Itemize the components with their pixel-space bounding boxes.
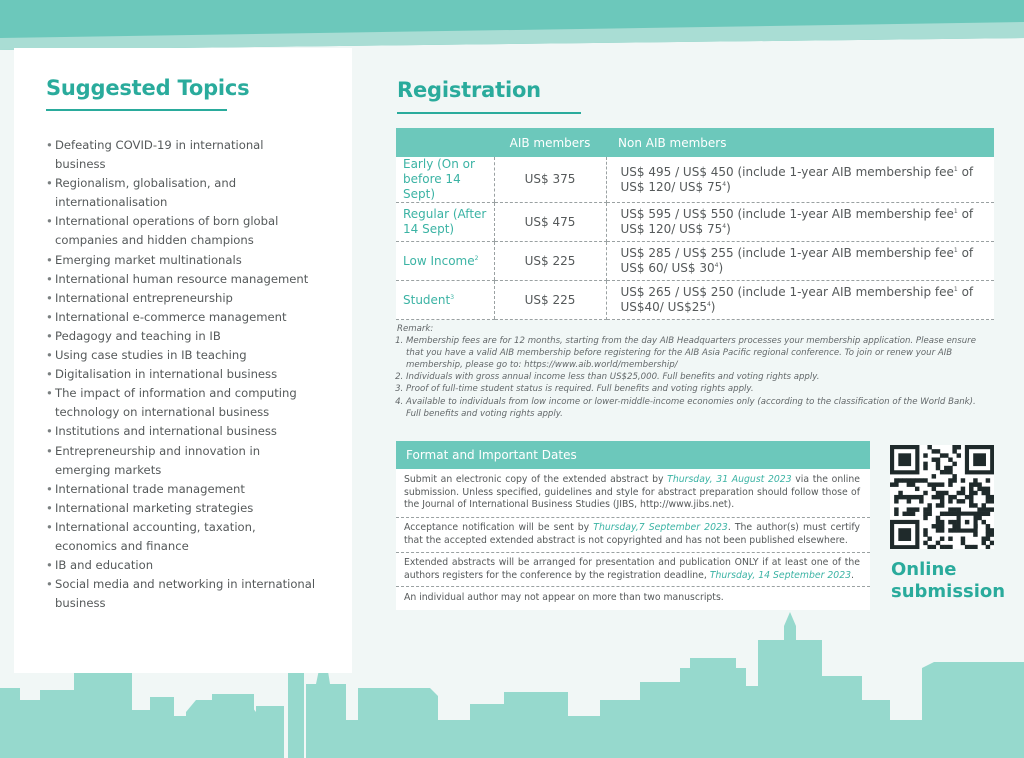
footnote-mark: 1 [953,247,958,254]
date-item-submission [404,474,860,512]
footnote-mark: 4 [722,180,727,188]
footnote-mark: 4 [706,301,711,308]
non-aib-member-fee [606,157,994,203]
topic-item: • Using case studies in IB teaching [46,346,316,365]
topic-item: • International marketing strategies [46,499,316,518]
fee-category [396,203,494,242]
topics-title: Suggested Topics [46,76,250,100]
topic-item: • International human resource management [46,270,316,289]
fee-text: ) [726,222,731,236]
aib-member-fee: US$ 475 [494,203,606,242]
aib-member-fee: US$ 375 [494,157,606,203]
qr-code-graphic [890,445,994,549]
online-label-line2: submission [891,581,1006,602]
remark-list [397,335,993,420]
date-item-registration-deadline [404,557,860,582]
topic-item: • Institutions and international business [46,422,316,441]
format-dates-title: Format and Important Dates [396,441,870,469]
remark-item: 2. Individuals with gross annual income less than US$25,000. Full benefits and voting rights apply. [406,371,993,383]
qr-code-icon[interactable] [890,445,994,549]
footnote-mark: 1 [953,286,958,293]
divider [396,517,870,518]
fee-text: ) [710,300,716,314]
fee-text: ) [726,179,731,194]
footnote-mark: 3 [450,293,455,301]
date-text: . [851,569,854,581]
divider [396,586,870,587]
remark-item: 1. Membership fees are for 12 months, starting from the day AIB Headquarters processes your membership application. Please ensure that you have a valid AIB membership before registering for the AIB Asia Pacific regional conference. To join or renew your AIB membership, please go to: https://www.aib.world/membership/ [406,335,993,371]
date-text: . The author(s) must certify that the accepted extended abstract is not copyrighted and has not been published elsewhere. [404,522,860,546]
fee-text: of US$ 120/ US$ 75 [620,207,974,236]
fee-category [396,281,494,320]
topic-item: • IB and education [46,556,316,575]
format-dates-box [396,441,870,610]
fee-text: of US$ 120/ US$ 75 [620,164,974,194]
topic-item: • Pedagogy and teaching in IB [46,327,316,346]
remarks [397,323,993,420]
topic-item: • Entrepreneurship and innovation in emerging markets [46,442,316,480]
remark-item: 3. Proof of full-time student status is required. Full benefits and voting rights apply. [406,383,993,395]
header-cell-category [396,128,494,157]
topic-item: • International operations of born global companies and hidden champions [46,212,316,250]
topic-item: • Digitalisation in international business [46,365,316,384]
footnote-mark: 1 [953,165,958,173]
online-label-line1: Online [891,559,957,580]
topic-item: • International trade management [46,480,316,499]
fee-text: US$ 495 / US$ 450 (include 1-year AIB membership fee [620,164,954,179]
aib-member-fee: US$ 225 [494,242,606,281]
date-item-acceptance [404,522,860,547]
category-label: Student [403,292,451,307]
registration-title: Registration [397,78,541,102]
table-row [396,203,994,242]
topic-item: • The impact of information and computing technology on international business [46,384,316,422]
registration-title-underline [397,112,581,114]
fee-category [396,242,494,281]
topics-list [46,136,316,613]
category-label: Low Income [403,253,475,268]
date-text: via the online submission. Unless specified, guidelines and style for abstract preparation should follow those of the Journal of International Business Studies (JIBS, http://www.jibs.net). [404,474,860,511]
fee-text: US$ 595 / US$ 550 (include 1-year AIB membership fee [620,207,954,221]
footnote-mark: 4 [714,262,719,269]
fee-text: of US$40/ US$25 [620,285,974,314]
fee-text: of US$ 60/ US$ 30 [620,246,974,275]
date-text: Submit an electronic copy of the extended abstract by [404,474,668,485]
topic-item: • Emerging market multinationals [46,251,316,270]
category-label: Early (On or before 14 Sept) [403,157,475,201]
topic-item: • International e-commerce management [46,308,316,327]
header-cell-non-aib-members: Non AIB members [606,128,994,157]
aib-member-fee: US$ 225 [494,281,606,320]
date-text: Extended abstracts will be arranged for presentation and publication ONLY if at least one of the authors registers for the conference by the registration deadline, [404,557,860,581]
topic-item: • International accounting, taxation, economics and finance [46,518,316,556]
online-submission-label[interactable] [891,559,1021,603]
remark-item: 4. Available to individuals from low income or lower-middle-income economies only (according to the classification of the World Bank). Full benefits and voting rights apply. [406,396,993,420]
acceptance-date: Thursday,7 September 2023 [593,522,728,533]
fee-text: US$ 285 / US$ 255 (include 1-year AIB membership fee [620,246,954,260]
topic-item: • Regionalism, globalisation, and internationalisation [46,174,316,212]
fee-text: ) [718,261,724,275]
topic-item: • Defeating COVID-19 in international business [46,136,316,174]
footnote-mark: 4 [722,223,727,230]
table-row [396,157,994,203]
submission-deadline: Thursday, 31 August 2023 [667,474,792,485]
date-item-manuscript-limit: An individual author may not appear on more than two manuscripts. [404,592,724,603]
registration-deadline: Thursday, 14 September 2023 [709,569,852,581]
category-label: Regular (After 14 Sept) [403,207,487,236]
remark-title: Remark: [397,324,434,334]
registration-table-body [396,157,994,320]
footnote-mark: 2 [474,254,479,262]
divider [396,552,870,553]
header-cell-aib-members: AIB members [494,128,606,157]
table-row [396,281,994,320]
date-text: Acceptance notification will be sent by [404,522,594,533]
non-aib-member-fee [606,242,994,281]
table-header-row [396,128,994,157]
fee-text: US$ 265 / US$ 250 (include 1-year AIB membership fee [620,285,954,299]
fee-category [396,157,494,203]
table-row [396,242,994,281]
registration-table [396,128,994,320]
non-aib-member-fee [606,203,994,242]
topic-item: • Social media and networking in international business [46,575,316,613]
footnote-mark: 1 [953,208,958,215]
topic-item: • International entrepreneurship [46,289,316,308]
non-aib-member-fee [606,281,994,320]
topics-title-underline [46,109,227,111]
